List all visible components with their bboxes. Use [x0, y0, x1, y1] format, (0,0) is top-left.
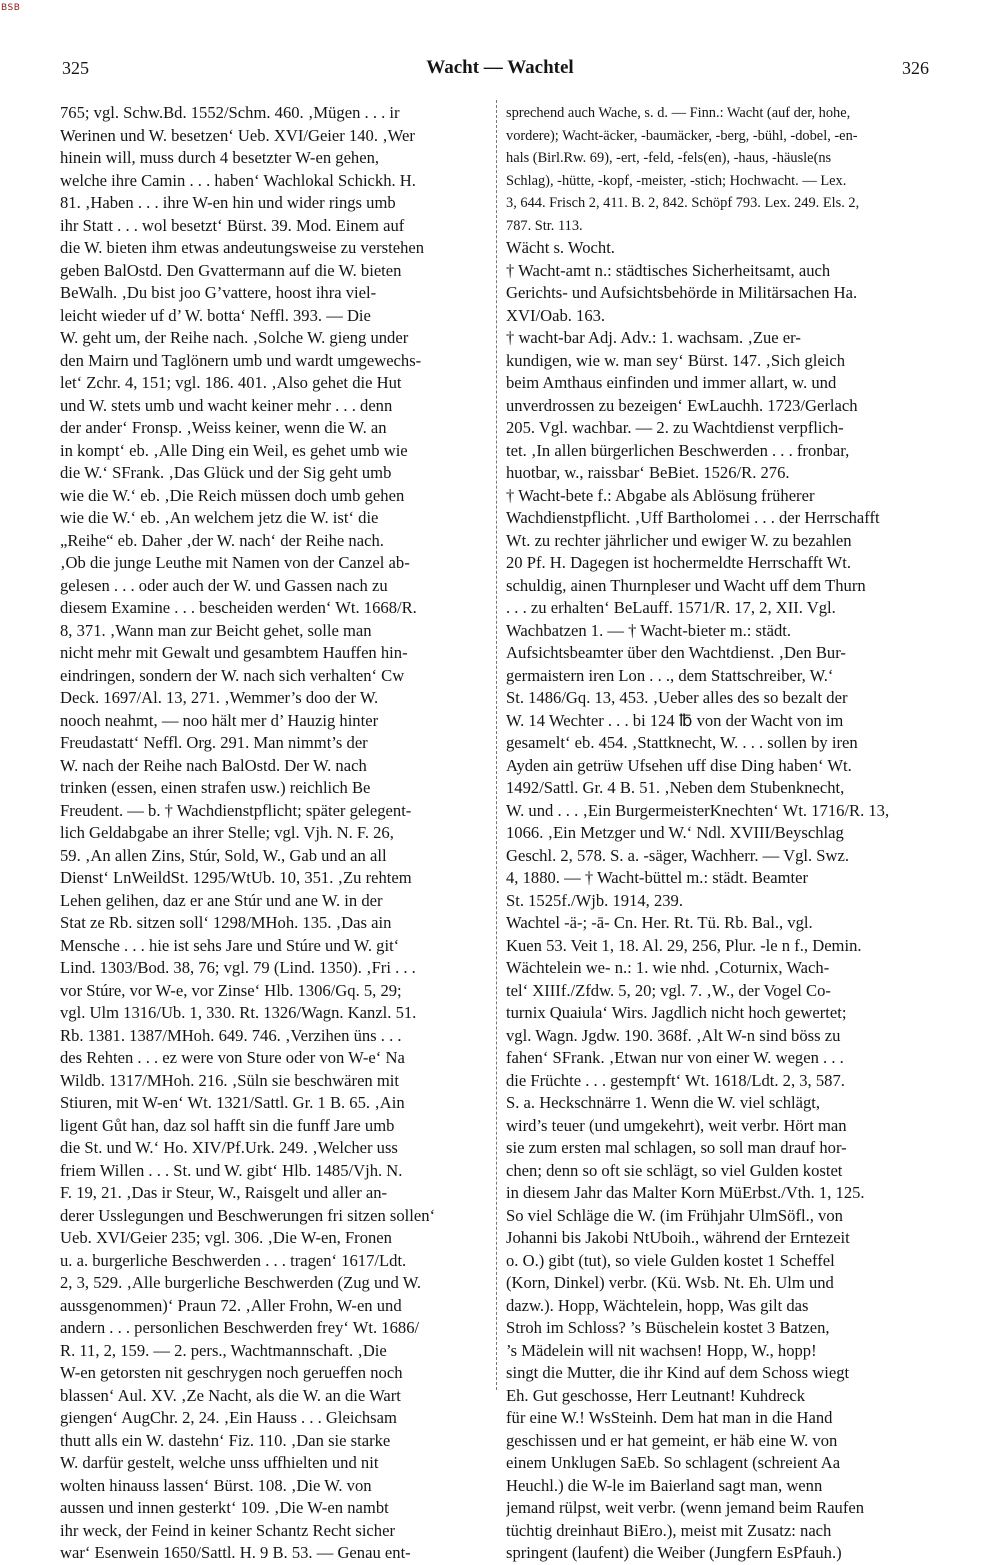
left-column	[60, 102, 495, 1565]
text-line: 765; vgl. Schw.Bd. 1552/Schm. 460. ‚Mügen . . . ir	[60, 103, 400, 122]
text-line: Eh. Gut geschosse, Herr Leutnant! Kuhdreck	[506, 1385, 806, 1405]
column-divider	[496, 100, 497, 1390]
text-line: Aufsichtsbeamter über den Wachtdienst. ‚Den Bur-	[506, 643, 846, 662]
text-line: 3, 644. Frisch 2, 411. B. 2, 842. Schöpf 793. Lex. 249. Els. 2,	[506, 195, 860, 211]
text-line: Mensche . . . hie ist sehs Jare und Stúre und W. git‘	[60, 935, 400, 955]
text-line: wolten hinauss lassen‘ Bürst. 108. ‚Die W. von	[60, 1475, 372, 1495]
text-line: 81. ‚Haben . . . ihre W-en hin und wider rings umb	[60, 193, 396, 212]
text-line: wie die W.‘ eb. ‚An welchem jetz die W. ist‘ die	[60, 508, 379, 527]
text-line: sprechend auch Wache, s. d. — Finn.: Wacht (auf der, hohe,	[506, 105, 851, 121]
text-line: trinken (essen, einen strafen usw.) reichlich Be	[60, 778, 371, 797]
text-line: aussen und innen gesterkt‘ 109. ‚Die W-en nambt	[60, 1498, 389, 1517]
text-line: 4, 1880. — † Wacht-büttel m.: städt. Beamter	[506, 868, 809, 887]
text-line: „Reihe“ eb. Daher ‚der W. nach‘ der Reihe nach.	[60, 530, 384, 550]
text-line: chen; denn so oft sie schlägt, so viel Gulden kostet	[506, 1160, 843, 1180]
text-line: Stiuren, mit W-en‘ Wt. 1321/Sattl. Gr. 1 B. 65. ‚Ain	[60, 1093, 405, 1112]
text-line: einem Unklugen SaEb. So schlagent (schreient Aa	[506, 1453, 841, 1472]
text-line: ligent Gůt han, daz sol hafft sin die funff Jare umb	[60, 1115, 395, 1135]
text-line: blassen‘ Aul. XV. ‚Ze Nacht, als die W. an die Wart	[60, 1385, 401, 1405]
text-line: fahen‘ SFrank. ‚Etwan nur von einer W. wegen . . .	[506, 1048, 844, 1067]
text-line: Ayden ain getrüw Ufsehen uff dise Ding haben‘ Wt.	[506, 755, 852, 775]
text-line: welche ihre Camin . . . haben‘ Wachlokal Schickh. H.	[60, 170, 416, 190]
text-line: geschissen und er hat gemeint, er häb eine W. von	[506, 1430, 838, 1450]
text-line: lich Geldabgabe an ihrer Stelle; vgl. Vjh. N. F. 26,	[60, 823, 394, 842]
text-line: Ueb. XVI/Geier 235; vgl. 306. ‚Die W-en, Fronen	[60, 1228, 392, 1247]
text-line: 787. Str. 113.	[506, 217, 583, 234]
text-line: W. und . . . ‚Ein BurgermeisterKnechten‘ Wt. 1716/R. 13,	[506, 800, 890, 820]
text-line: W. darfür gestelt, welche unss uffhielten und nit	[60, 1453, 379, 1472]
text-line: vgl. Ulm 1316/Ub. 1, 330. Rt. 1326/Wagn. Kanzl. 51.	[60, 1003, 417, 1022]
text-line: W. 14 Wechter . . . bi 124 ℔ von der Wacht von im	[506, 710, 844, 730]
text-line: schuldig, ainen Thurnpleser und Wacht uff dem Thurn	[506, 575, 866, 595]
text-line: 205. Vgl. wachbar. — 2. zu Wachtdienst verpflich-	[506, 418, 844, 437]
text-line: So viel Schläge die W. (im Frühjahr UlmSöfl., von	[506, 1205, 843, 1225]
text-line: die St. und W.‘ Ho. XIV/Pf.Urk. 249. ‚Welcher uss	[60, 1138, 398, 1157]
text-line: Wächt s. Wocht.	[506, 238, 615, 257]
text-line: W. geht um, der Reihe nach. ‚Solche W. gieng under	[60, 328, 409, 347]
text-line: gelesen . . . oder auch der W. und Gassen nach zu	[60, 575, 388, 595]
text-line: Wachdienstpflicht. ‚Uff Bartholomei . . . der Herrschafft	[506, 508, 880, 527]
text-line: Deck. 1697/Al. 13, 271. ‚Wemmer’s doo der W.	[60, 688, 379, 707]
text-line: sie zum ersten mal schlagen, so soll man drauf hor-	[506, 1138, 847, 1157]
text-line: Stroh im Schloss? ’s Büschelein kostet 3 Batzen,	[506, 1318, 830, 1337]
right-column	[506, 102, 941, 1565]
text-line: XVI/Oab. 163.	[506, 305, 606, 325]
text-line: Kuen 53. Veit 1, 18. Al. 29, 256, Plur. -le n f., Demin.	[506, 935, 862, 955]
text-line: huotbar, w., raissbar‘ BeBiet. 1526/R. 276.	[506, 463, 790, 482]
text-line: ‚Ob die junge Leuthe mit Namen von der Canzel ab-	[60, 553, 410, 572]
text-line: ihr Statt . . . wol besetzt‘ Bürst. 39. Mod. Einem auf	[60, 215, 405, 235]
text-line: † wacht-bar Adj. Adv.: 1. wachsam. ‚Zue er-	[506, 328, 801, 347]
text-line: Schlag), -hütte, -kopf, -meister, -stich; Hochwacht. — Lex.	[506, 172, 847, 189]
text-line: Gerichts- und Aufsichtsbehörde in Militärsachen Ha.	[506, 283, 858, 302]
text-line: für eine W.! WsSteinh. Dem hat man in die Hand	[506, 1408, 833, 1427]
text-line: Freudastatt‘ Neffl. Org. 291. Man nimmt’s der	[60, 733, 368, 752]
text-line: Geschl. 2, 578. S. a. -säger, Wachherr. — Vgl. Swz.	[506, 845, 850, 865]
text-line: W-en getorsten nit geschrygen noch gerueffen noch	[60, 1363, 403, 1382]
text-line: eindringen, sondern der W. nach sich verhalten‘ Cw	[60, 665, 405, 685]
text-line: Stat ze Rb. sitzen soll‘ 1298/MHoh. 135. ‚Das ain	[60, 913, 392, 932]
text-line: 8, 371. ‚Wann man zur Beicht gehet, solle man	[60, 620, 372, 640]
text-line: tel‘ XIIIf./Zfdw. 5, 20; vgl. 7. ‚W., der Vogel Co-	[506, 980, 831, 1000]
text-line: Wt. zu rechter jährlicher und ewiger W. zu bezahlen	[506, 530, 852, 550]
text-line: let‘ Zchr. 4, 151; vgl. 186. 401. ‚Also gehet die Hut	[60, 373, 402, 392]
page-number-right: 326	[902, 58, 929, 78]
text-line: † Wacht-bete f.: Abgabe als Ablösung früherer	[506, 485, 815, 505]
text-line: den Mairn und Taglönern umb und wardt umgewechs-	[60, 350, 422, 370]
text-line: friem Willen . . . St. und W. gibt‘ Hlb. 1485/Vjh. N.	[60, 1160, 403, 1180]
text-line: hinein will, muss durch 4 besetzter W-en gehen,	[60, 148, 380, 167]
text-line: gesamelt‘ eb. 454. ‚Stattknecht, W. . . . sollen by iren	[506, 733, 858, 752]
library-corner-mark: BSB	[1, 3, 21, 13]
text-line: Rb. 1381. 1387/MHoh. 649. 746. ‚Verzihen üns . . .	[60, 1025, 402, 1045]
text-line: wie die W.‘ eb. ‚Die Reich müssen doch umb gehen	[60, 485, 405, 505]
text-line: Dienst‘ LnWeildSt. 1295/WtUb. 10, 351. ‚Zu rehtem	[60, 868, 412, 887]
text-line: Lind. 1303/Bod. 38, 76; vgl. 79 (Lind. 1350). ‚Fri . . .	[60, 958, 416, 977]
text-line: die W. bieten ihm etwas andeutungsweise zu verstehen	[60, 238, 425, 257]
text-line: † Wacht-amt n.: städtisches Sicherheitsamt, auch	[506, 260, 831, 280]
text-line: springent (laufent) die Weiber (Jungfern EsPfauh.)	[506, 1543, 842, 1562]
text-line: diesem Examine . . . bescheiden werden‘ Wt. 1668/R.	[60, 598, 417, 617]
running-title: Wacht — Wachtel	[426, 57, 574, 78]
text-line: BeWalh. ‚Du bist joo G’vattere, hoost ihra viel-	[60, 283, 377, 302]
text-line: ’s Mädelein will nit wachsen! Hopp, W., hopp!	[506, 1340, 817, 1360]
text-line: jemand rülpst, weit verbr. (wenn jemand beim Raufen	[506, 1498, 865, 1517]
text-line: Wachtel -ä-; -ā- Cn. Her. Rt. Tü. Rb. Bal., vgl.	[506, 913, 813, 932]
text-line: turnix Quaiula‘ Wirs. Jagdlich nicht hoch gewertet;	[506, 1003, 847, 1022]
text-line: (Korn, Dinkel) verbr. (Kü. Wsb. Nt. Eh. Ulm und	[506, 1273, 834, 1292]
text-line: nicht mehr mit Gewalt und gesambtem Hauffen hin-	[60, 643, 408, 662]
text-line: 1066. ‚Ein Metzger und W.‘ Ndl. XVIII/Beyschlag	[506, 823, 844, 842]
text-line: 1492/Sattl. Gr. 4 B. 51. ‚Neben dem Stubenknecht,	[506, 778, 845, 797]
text-line: aussgenommen)‘ Praun 72. ‚Aller Frohn, W-en und	[60, 1295, 402, 1315]
text-line: vor Stúre, vor W-e, vor Zinse‘ Hlb. 1306/Gq. 5, 29;	[60, 980, 402, 1000]
text-line: Lehen gelihen, daz er ane Stúr und ane W. in der	[60, 890, 383, 910]
text-line: Wildb. 1317/MHoh. 216. ‚Süln sie beschwären mit	[60, 1070, 400, 1090]
text-line: unverdrossen zu bezeigen‘ EwLauchh. 1723/Gerlach	[506, 395, 858, 415]
text-line: beim Amthaus einfinden und immer allart, w. und	[506, 373, 837, 392]
text-line: Wächtelein we- n.: 1. wie nhd. ‚Coturnix, Wach-	[506, 958, 830, 977]
text-line: und W. stets umb und wacht keiner mehr . . . denn	[60, 395, 393, 415]
text-line: hals (Birl.Rw. 69), -ert, -feld, -fels(en), -haus, -häusle(ns	[506, 150, 832, 166]
text-line: dazw.). Hopp, Wächtelein, hopp, Was gilt das	[506, 1295, 809, 1315]
text-line: geben BalOstd. Den Gvattermann auf die W. bieten	[60, 260, 402, 280]
text-line: die W.‘ SFrank. ‚Das Glück und der Sig geht umb	[60, 463, 392, 482]
text-line: Freudent. — b. † Wachdienstpflicht; später gelegent-	[60, 800, 412, 820]
text-line: germaistern iren Lon . . ., dem Stattschreiber, W.‘	[506, 665, 834, 685]
text-line: St. 1486/Gq. 13, 453. ‚Ueber alles des so bezalt der	[506, 688, 848, 707]
page-number-left: 325	[62, 58, 89, 78]
text-line: war‘ Esenwein 1650/Sattl. H. 9 B. 53. — Genau ent-	[60, 1543, 411, 1562]
text-line: ihr weck, der Feind in keiner Schantz Recht sicher	[60, 1520, 395, 1540]
text-line: leicht wieder uf d’ W. botta‘ Neffl. 393. — Die	[60, 305, 371, 325]
text-line: Werinen und W. besetzen‘ Ueb. XVI/Geier 140. ‚Wer	[60, 125, 415, 145]
text-line: 2, 3, 529. ‚Alle burgerliche Beschwerden (Zug und W.	[60, 1273, 421, 1292]
text-line: wird’s teuer (und umgekehrt), weit verbr. Hört man	[506, 1115, 847, 1135]
text-line: andern . . . personlichen Beschwerden frey‘ Wt. 1686/	[60, 1318, 420, 1337]
text-line: St. 1525f./Wjb. 1914, 239.	[506, 890, 683, 910]
text-line: tüchtig dreinhaut BiEro.), meist mit Zusatz: nach	[506, 1520, 832, 1540]
text-line: W. nach der Reihe nach BalOstd. Der W. nach	[60, 755, 367, 775]
text-line: . . . zu erhalten‘ BeLauff. 1571/R. 17, 2, XII. Vgl.	[506, 598, 836, 617]
text-line: die Früchte . . . gestempft‘ Wt. 1618/Ldt. 2, 3, 587.	[506, 1070, 845, 1090]
text-line: singt die Mutter, die ihr Kind auf dem Schoss wiegt	[506, 1363, 850, 1382]
text-line: 20 Pf. H. Dagegen ist hochermeldte Herrschafft Wt.	[506, 553, 851, 572]
text-line: R. 11, 2, 159. — 2. pers., Wachtmannschaft. ‚Die	[60, 1340, 387, 1360]
text-line: in kompt‘ eb. ‚Alle Ding ein Weil, es gehet umb wie	[60, 440, 408, 460]
text-line: kundigen, wie w. man sey‘ Bürst. 147. ‚Sich gleich	[506, 350, 846, 370]
text-line: der ander‘ Fronsp. ‚Weiss keiner, wenn die W. an	[60, 418, 387, 437]
text-line: vordere); Wacht-äcker, -baumäcker, -berg, -bühl, -dobel, -en-	[506, 127, 858, 144]
text-line: o. O.) gibt (tut), so viele Gulden kostet 1 Scheffel	[506, 1250, 835, 1270]
text-line: tet. ‚In allen bürgerlichen Beschwerden . . . fronbar,	[506, 440, 850, 460]
text-line: nooch neahmt, — noo hält mer d’ Hauzig hinter	[60, 710, 379, 730]
text-line: giengen‘ AugChr. 2, 24. ‚Ein Hauss . . . Gleichsam	[60, 1408, 397, 1427]
text-line: 59. ‚An allen Zins, Stúr, Sold, W., Gab und an all	[60, 845, 387, 865]
text-line: F. 19, 21. ‚Das ir Steur, W., Raisgelt und aller an-	[60, 1183, 388, 1202]
text-line: thutt alls ein W. dastehn‘ Fiz. 110. ‚Dan sie starke	[60, 1430, 391, 1450]
text-line: Johanni bis Jakobi NtUboih., während der Erntezeit	[506, 1228, 850, 1247]
text-line: des Rehten . . . ez were von Sture oder von W-e‘ Na	[60, 1048, 405, 1067]
text-line: S. a. Heckschnärre 1. Wenn die W. viel schlägt,	[506, 1093, 821, 1112]
text-line: Heuchl.) die W-le im Baierland sagt man, wenn	[506, 1475, 823, 1495]
text-line: vgl. Wagn. Jgdw. 190. 368f. ‚Alt W-n sind böss zu	[506, 1025, 841, 1045]
text-line: u. a. burgerliche Beschwerden . . . tragen‘ 1617/Ldt.	[60, 1250, 407, 1270]
text-line: Wachbatzen 1. — † Wacht-bieter m.: städt.	[506, 620, 792, 640]
text-line: derer Usslegungen und Beschwerungen fri sitzen sollen‘	[60, 1205, 436, 1225]
text-line: in diesem Jahr das Malter Korn MüErbst./Vth. 1, 125.	[506, 1183, 865, 1202]
